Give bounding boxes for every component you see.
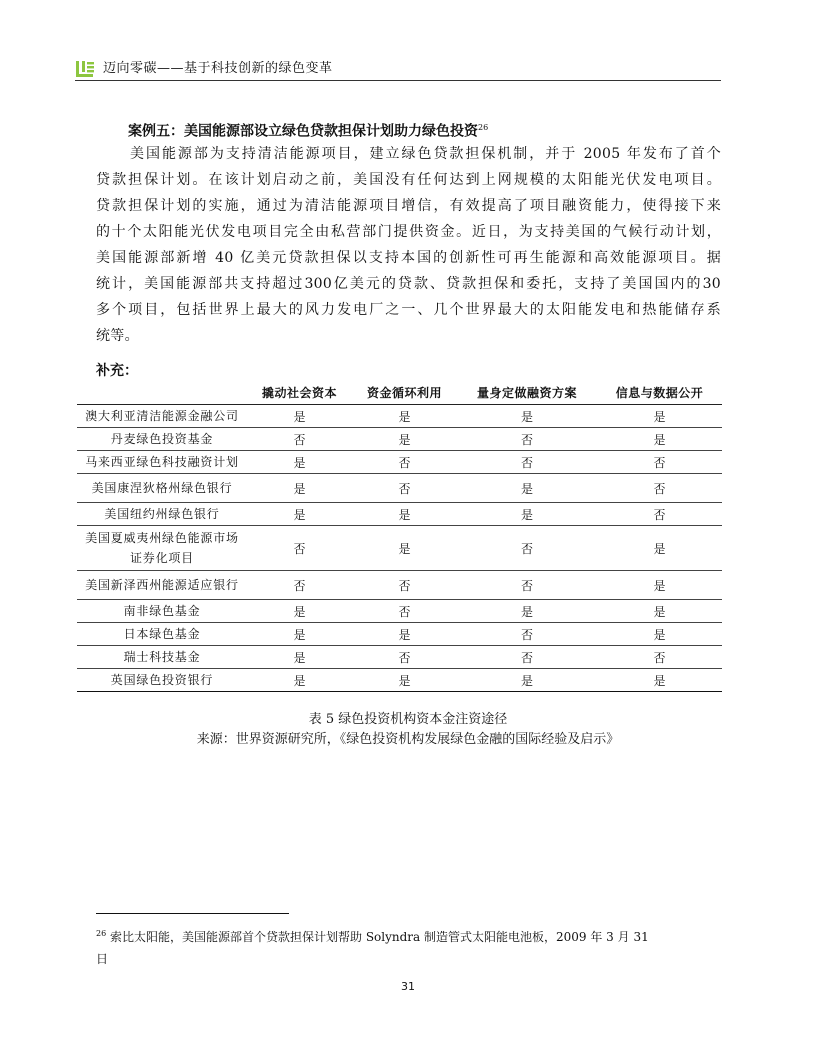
table-cell: 否 — [457, 646, 597, 669]
paragraph-line: 美国能源部新增 40 亿美元贷款担保以支持本国的创新性可再生能源和高效能源项目。据 — [96, 250, 721, 266]
table-header-cell: 资金循环利用 — [352, 380, 457, 405]
footnote-divider — [96, 913, 289, 914]
table-row — [77, 526, 722, 571]
table-cell: 否 — [457, 451, 597, 474]
footnote-ref: 26 — [96, 929, 107, 938]
institution-name — [77, 503, 247, 526]
green-bank-table — [77, 380, 722, 692]
table-cell: 是 — [597, 571, 722, 600]
name-line: 南非绿色基金 — [123, 604, 201, 618]
name-line: 美国新泽西州能源适应银行 — [85, 578, 239, 592]
footnote — [96, 923, 721, 970]
table-cell: 是 — [247, 646, 352, 669]
paragraph-line: 多个项目，包括世界上最大的风力发电厂之一、几个世界最大的太阳能发电和热能储存系 — [96, 302, 721, 318]
table-row — [77, 646, 722, 669]
name-line: 瑞士科技基金 — [123, 650, 201, 664]
name-line: 英国绿色投资银行 — [110, 673, 214, 687]
table-row — [77, 474, 722, 503]
name-line: 澳大利亚清洁能源金融公司 — [85, 409, 239, 423]
table-source: 来源：世界资源研究所，《绿色投资机构发展绿色金融的国际经验及启示》 — [196, 732, 620, 747]
table-cell: 否 — [247, 526, 352, 571]
name-line: 美国夏威夷州绿色能源市场 — [85, 531, 239, 545]
footnote-text: 索比太阳能，美国能源部首个贷款担保计划帮助 Solyndra 制造管式太阳能电池板，2009 年 3 月 31 — [110, 930, 649, 944]
table-cell: 是 — [352, 503, 457, 526]
table-cell: 否 — [597, 451, 722, 474]
table-row — [77, 405, 722, 428]
table-row — [77, 623, 722, 646]
table-header-row — [77, 380, 722, 405]
zero-carbon-logo-icon — [75, 59, 95, 79]
institution-name — [77, 451, 247, 474]
table-row — [77, 451, 722, 474]
table-cell: 否 — [457, 623, 597, 646]
table-cell: 否 — [457, 571, 597, 600]
table-row — [77, 503, 722, 526]
case-heading-text: 案例五：美国能源部设立绿色贷款担保计划助力绿色投资 — [128, 123, 478, 140]
paragraph-line: 统等。 — [96, 328, 139, 344]
table-row — [77, 571, 722, 600]
case-heading-footnote-ref: 26 — [478, 123, 489, 132]
table-cell: 否 — [457, 526, 597, 571]
table-cell: 否 — [597, 474, 722, 503]
paragraph-line: 统计，美国能源部共支持超过300亿美元的贷款、贷款担保和委托，支持了美国国内的30 — [96, 276, 721, 292]
supplement-label: 补充： — [96, 363, 138, 379]
paragraph-line: 美国能源部为支持清洁能源项目，建立绿色贷款担保机制，并于 2005 年发布了首个 — [130, 146, 721, 162]
table-cell: 否 — [247, 571, 352, 600]
table-cell: 是 — [457, 503, 597, 526]
table-header-cell: 量身定做融资方案 — [457, 380, 597, 405]
table-header-cell — [77, 380, 247, 405]
name-line: 美国纽约州绿色银行 — [104, 507, 220, 521]
name-line: 美国康涅狄格州绿色银行 — [91, 481, 233, 495]
institution-name — [77, 600, 247, 623]
table-header-cell: 撬动社会资本 — [247, 380, 352, 405]
table-cell: 是 — [247, 600, 352, 623]
table-row — [77, 600, 722, 623]
table-cell: 否 — [352, 474, 457, 503]
page-header — [75, 59, 721, 81]
table-cell: 否 — [352, 646, 457, 669]
institution-name — [77, 405, 247, 428]
table-cell: 否 — [457, 428, 597, 451]
table-cell: 否 — [352, 571, 457, 600]
name-line: 证券化项目 — [129, 551, 194, 565]
table-row — [77, 669, 722, 692]
table-cell: 是 — [247, 451, 352, 474]
header-title: 迈向零碳——基于科技创新的绿色变革 — [103, 61, 333, 76]
table-cell: 否 — [597, 646, 722, 669]
institution-name — [77, 646, 247, 669]
page-number: 31 — [401, 980, 415, 993]
table-cell: 是 — [597, 669, 722, 692]
table-cell: 是 — [352, 526, 457, 571]
header-divider — [75, 80, 721, 81]
table-cell: 是 — [352, 623, 457, 646]
table-cell: 是 — [457, 669, 597, 692]
paragraph-line: 的十个太阳能光伏发电项目完全由私营部门提供资金。近日，为支持美国的气候行动计划， — [96, 224, 721, 240]
table-cell: 是 — [247, 474, 352, 503]
table-cell: 是 — [352, 405, 457, 428]
institution-name — [77, 623, 247, 646]
table-cell: 否 — [352, 600, 457, 623]
institution-name — [77, 669, 247, 692]
institution-name — [77, 474, 247, 503]
table-cell: 是 — [247, 503, 352, 526]
institution-name — [77, 571, 247, 600]
table-cell: 是 — [457, 405, 597, 428]
table-cell: 否 — [352, 451, 457, 474]
table-cell: 否 — [597, 503, 722, 526]
table-cell: 是 — [457, 474, 597, 503]
table-cell: 是 — [247, 623, 352, 646]
table-cell: 是 — [247, 405, 352, 428]
table-cell: 是 — [597, 428, 722, 451]
table-cell: 否 — [247, 428, 352, 451]
table-cell: 是 — [597, 623, 722, 646]
footnote-text-cont: 日 — [96, 952, 109, 966]
table-caption: 表 5 绿色投资机构资本金注资途径 — [308, 712, 508, 727]
name-line: 丹麦绿色投资基金 — [110, 432, 214, 446]
paragraph-line: 贷款担保计划的实施，通过为清洁能源项目增信，有效提高了项目融资能力，使得接下来 — [96, 198, 721, 214]
table-header-cell: 信息与数据公开 — [597, 380, 722, 405]
table-row — [77, 428, 722, 451]
paragraph-line: 贷款担保计划。在该计划启动之前，美国没有任何达到上网规模的太阳能光伏发电项目。 — [96, 172, 721, 188]
table-cell: 是 — [597, 600, 722, 623]
name-line: 日本绿色基金 — [123, 627, 201, 641]
table-cell: 是 — [597, 405, 722, 428]
institution-name — [77, 526, 247, 571]
case-heading — [128, 118, 488, 142]
name-line: 马来西亚绿色科技融资计划 — [85, 455, 239, 469]
table-cell: 是 — [247, 669, 352, 692]
institution-name — [77, 428, 247, 451]
table-cell: 是 — [597, 526, 722, 571]
table-cell: 是 — [352, 669, 457, 692]
case-paragraph — [96, 141, 721, 349]
table-cell: 是 — [457, 600, 597, 623]
table-cell: 是 — [352, 428, 457, 451]
